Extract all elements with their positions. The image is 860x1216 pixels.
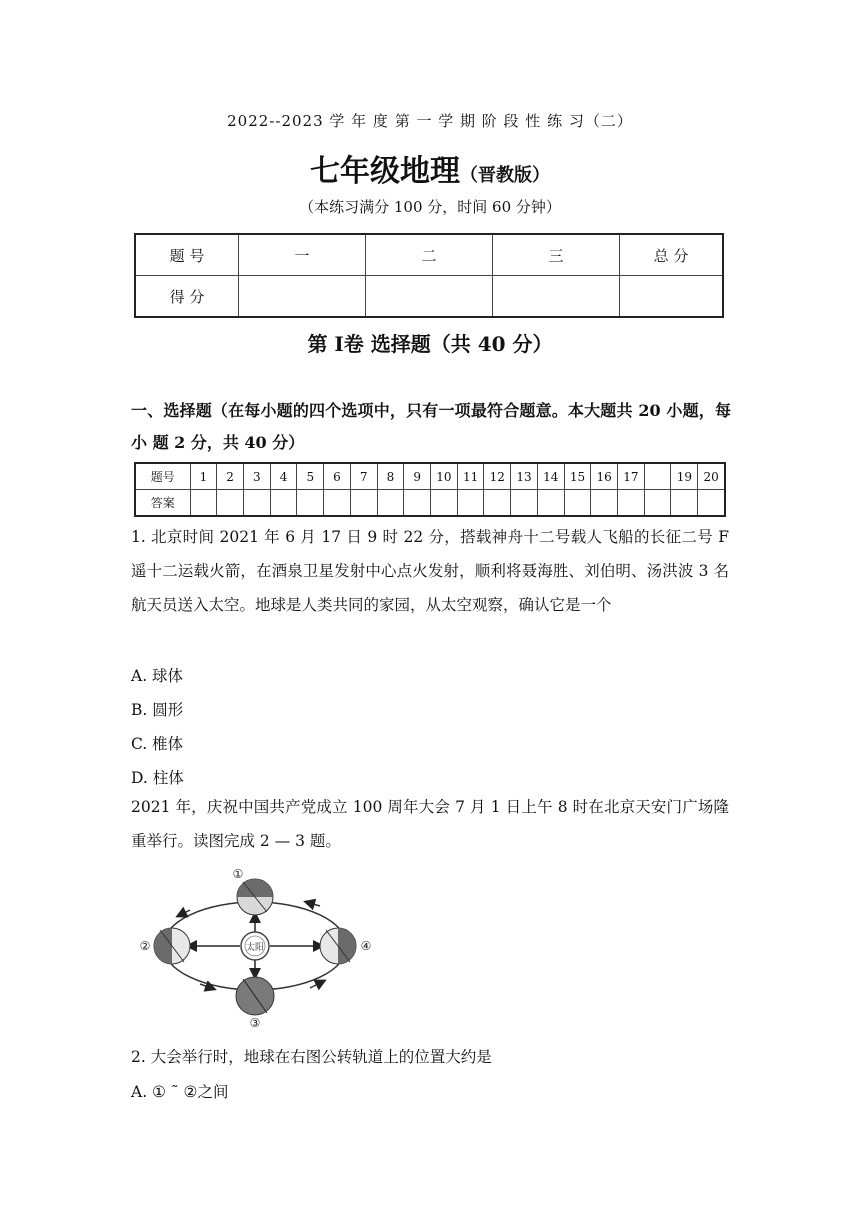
question-number-cell: 17	[618, 463, 645, 490]
context-paragraph: 2021 年，庆祝中国共产党成立 100 周年大会 7 月 1 日上午 8 时在北京天安门广场隆重举行。读图完成 2 — 3 题。	[131, 798, 729, 850]
earth-position-4-icon	[320, 928, 356, 964]
question-number-cell: 3	[243, 463, 270, 490]
answer-cell[interactable]	[698, 490, 725, 517]
answer-cell[interactable]	[511, 490, 538, 517]
exam-note: （本练习满分 100 分，时间 60 分钟）	[299, 198, 561, 216]
question-1-text: 1. 北京时间 2021 年 6 月 17 日 9 时 22 分，搭载神舟十二号载人飞船的长征二号 F 遥十二运载火箭，在酒泉卫星发射中心点火发射，顺利将聂海胜、刘伯明、汤洪波 3 名航天员送入太空。地球是人类共同的家园，从太空观察，确认它是一个	[131, 528, 729, 614]
exam-title-text: 七年级地理	[310, 154, 460, 189]
answer-row-label: 答案	[135, 490, 190, 517]
question-number-cell: 14	[537, 463, 564, 490]
question-number-cell: 1	[190, 463, 217, 490]
question-1-option-b: B. 圆形	[131, 701, 184, 719]
answer-table-answer-row	[135, 490, 725, 517]
orbit-arrow-icon	[306, 902, 320, 906]
answer-cell[interactable]	[217, 490, 244, 517]
score-header-cell: 二	[366, 234, 493, 276]
answer-cell[interactable]	[591, 490, 618, 517]
question-2-option-a: A. ① ˜ ②之间	[131, 1083, 229, 1101]
section-title: 第 I卷 选择题（共 40 分）	[307, 332, 553, 356]
orbit-arrow-icon	[310, 981, 324, 988]
answer-cell[interactable]	[404, 490, 431, 517]
answer-cell[interactable]	[457, 490, 484, 517]
question-number-cell: 13	[511, 463, 538, 490]
score-table-score-row	[135, 276, 723, 318]
earth-position-3-icon	[236, 977, 274, 1015]
score-table-header-row	[135, 234, 723, 276]
question-2-text: 2. 大会举行时，地球在右图公转轨道上的位置大约是	[131, 1048, 492, 1066]
answer-cell[interactable]	[537, 490, 564, 517]
question-1-option-d: D. 柱体	[131, 769, 184, 787]
earth-revolution-diagram	[130, 862, 380, 1030]
answer-cell[interactable]	[644, 490, 671, 517]
answer-cell[interactable]	[350, 490, 377, 517]
score-header-cell: 总 分	[620, 234, 724, 276]
instructions: 一、选择题（在每小题的四个选项中，只有一项最符合题意。本大题共 20 小题，每小 题 2 分，共 40 分）	[131, 401, 731, 452]
question-number-cell: 12	[484, 463, 511, 490]
score-table	[134, 233, 724, 318]
answer-cell[interactable]	[431, 490, 458, 517]
position-label-1: ①	[232, 867, 244, 881]
exam-edition: （晋教版）	[460, 165, 550, 186]
answer-cell[interactable]	[297, 490, 324, 517]
answer-cell[interactable]	[190, 490, 217, 517]
question-number-cell	[644, 463, 671, 490]
answer-cell[interactable]	[324, 490, 351, 517]
question-1-option-c: C. 椎体	[131, 735, 184, 753]
question-number-cell: 20	[698, 463, 725, 490]
position-label-4: ④	[360, 939, 372, 953]
question-number-cell: 7	[350, 463, 377, 490]
answer-cell[interactable]	[564, 490, 591, 517]
score-cell[interactable]	[493, 276, 620, 318]
answer-cell[interactable]	[484, 490, 511, 517]
answer-cell[interactable]	[270, 490, 297, 517]
answer-table	[134, 462, 726, 517]
answer-cell[interactable]	[243, 490, 270, 517]
question-number-cell: 19	[671, 463, 698, 490]
question-number-cell: 2	[217, 463, 244, 490]
question-number-cell: 9	[404, 463, 431, 490]
earth-position-2-icon	[154, 928, 190, 964]
answer-cell[interactable]	[618, 490, 645, 517]
question-number-cell: 16	[591, 463, 618, 490]
question-number-cell: 11	[457, 463, 484, 490]
question-number-cell: 15	[564, 463, 591, 490]
score-row-label: 得 分	[135, 276, 239, 318]
position-label-2: ②	[139, 939, 151, 953]
score-cell[interactable]	[366, 276, 493, 318]
score-cell[interactable]	[239, 276, 366, 318]
score-header-cell: 题 号	[135, 234, 239, 276]
answer-row-label: 题号	[135, 463, 190, 490]
answer-table-number-row	[135, 463, 725, 490]
question-1-option-a: A. 球体	[131, 667, 184, 685]
exam-subtitle: 2022--2023 学 年 度 第 一 学 期 阶 段 性 练 习（二）	[227, 112, 633, 130]
sun-label: 太阳	[245, 943, 265, 953]
earth-position-1-icon	[237, 879, 273, 915]
exam-title	[0, 146, 860, 190]
score-cell[interactable]	[620, 276, 724, 318]
question-number-cell: 5	[297, 463, 324, 490]
score-header-cell: 三	[493, 234, 620, 276]
answer-cell[interactable]	[377, 490, 404, 517]
question-number-cell: 6	[324, 463, 351, 490]
answer-cell[interactable]	[671, 490, 698, 517]
position-label-3: ③	[249, 1016, 261, 1030]
question-number-cell: 8	[377, 463, 404, 490]
question-number-cell: 4	[270, 463, 297, 490]
question-number-cell: 10	[431, 463, 458, 490]
score-header-cell: 一	[239, 234, 366, 276]
